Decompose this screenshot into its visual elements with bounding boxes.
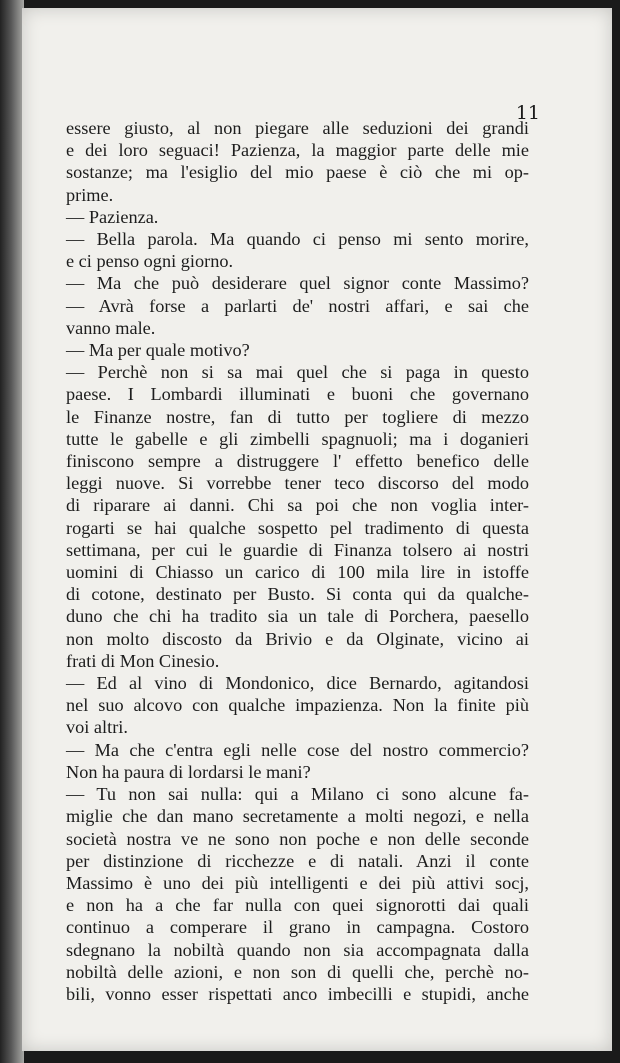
text-line: per distinzione di ricchezze e di natali. Anzi il conte <box>66 850 529 871</box>
text-line: leggi nuove. Si vorrebbe tener teco discorso del modo <box>66 473 529 494</box>
text-line: società nostra ve ne sono non poche e non delle seconde <box>66 828 529 849</box>
text-line: paese. I Lombardi illuminati e buoni che governano <box>66 384 529 405</box>
text-line: nobiltà delle azioni, e non son di quelli che, perchè no- <box>66 961 529 982</box>
text-line: — Ma che può desiderare quel signor conte Massimo? <box>66 273 529 294</box>
text-line: Non ha paura di lordarsi le mani? <box>66 761 311 782</box>
text-line: di cotone, destinato per Busto. Si conta qui da qualche- <box>66 584 529 605</box>
text-line: finiscono sempre a distruggere l' effetto benefico delle <box>66 451 529 472</box>
text-line: le Finanze nostre, fan di tutto per togliere di mezzo <box>66 406 529 427</box>
text-line: e dei loro seguaci! Pazienza, la maggior parte delle mie <box>66 140 529 161</box>
text-line: — Perchè non si sa mai quel che si paga in questo <box>66 362 529 383</box>
text-line: voi altri. <box>66 717 128 738</box>
text-line: essere giusto, al non piegare alle seduzioni dei grandi <box>66 118 529 138</box>
text-line: sdegnano la nobiltà quando non sia accompagnata dalla <box>66 939 529 960</box>
text-line: continuo a comperare il grano in campagna. Costoro <box>66 917 529 938</box>
text-line: — Avrà forse a parlarti de' nostri affari, e sai che <box>66 295 529 316</box>
text-line: tutte le gabelle e gli zimbelli spagnuoli; ma i doganieri <box>66 428 529 449</box>
text-line: — Ma per quale motivo? <box>66 340 250 361</box>
text-line: rogarti se hai qualche sospetto pel tradimento di questa <box>66 517 529 538</box>
text-line: — Bella parola. Ma quando ci penso mi sento morire, <box>66 229 529 250</box>
text-line: — Tu non sai nulla: qui a Milano ci sono alcune fa- <box>66 784 529 805</box>
text-line: sostanze; ma l'esiglio del mio paese è ciò che mi op- <box>66 162 529 183</box>
page-number: 11 <box>515 102 540 124</box>
text-line: di riparare ai danni. Chi sa poi che non voglia inter- <box>66 495 529 516</box>
page-text <box>66 117 529 1005</box>
text-line: Massimo è uno dei più intelligenti e dei più attivi socj, <box>66 872 529 893</box>
text-line: vanno male. <box>66 317 156 338</box>
text-line: settimana, per cui le guardie di Finanza tolsero ai nostri <box>66 539 529 560</box>
text-line: miglie che dan mano secretamente a molti negozi, e nella <box>66 806 529 827</box>
text-line: e ci penso ogni giorno. <box>66 251 234 272</box>
text-line: e non ha a che far nulla con quei signorotti dai quali <box>66 895 529 916</box>
text-line: nel suo alcovo con qualche impazienza. Non la finite più <box>66 695 529 716</box>
text-line: duno che chi ha tradito sia un tale di Porchera, paesello <box>66 606 529 627</box>
text-line: bili, vonno esser rispettati anco imbecilli e stupidi, anche <box>66 983 529 1004</box>
book-binding-shadow <box>0 0 24 1063</box>
text-line: — Ed al vino di Mondonico, dice Bernardo, agitandosi <box>66 673 529 694</box>
text-line: — Ma che c'entra egli nelle cose del nostro commercio? <box>66 739 529 760</box>
text-line: frati di Mon Cinesio. <box>66 650 220 671</box>
text-line: prime. <box>66 184 114 205</box>
text-line: uomini di Chiasso un carico di 100 mila lire in istoffe <box>66 562 529 583</box>
text-line: — Pazienza. <box>66 206 159 227</box>
text-line: non molto discosto da Brivio e da Olginate, vicino ai <box>66 628 529 649</box>
